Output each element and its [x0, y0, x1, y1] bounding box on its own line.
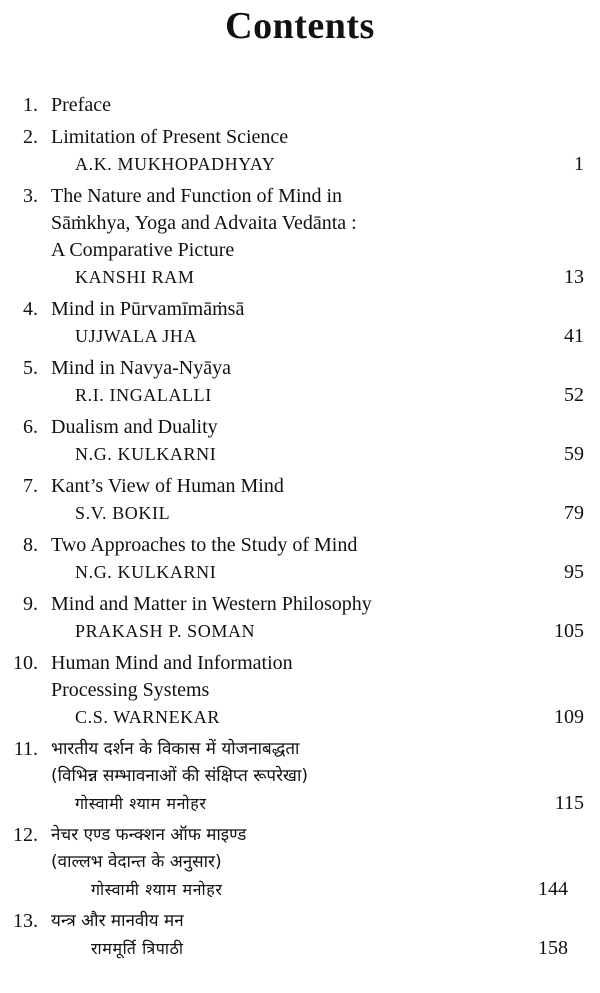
entry-page-number: 41 [564, 325, 584, 347]
toc-entry-2 [0, 124, 600, 178]
toc-entry-5 [0, 355, 600, 409]
entry-page-number: 52 [564, 384, 584, 406]
entry-number: 8. [23, 534, 38, 556]
toc-entry-11 [0, 736, 600, 817]
entry-number: 7. [23, 475, 38, 497]
entry-title: (विभिन्न सम्भावनाओं की संक्षिप्त रूपरेखा) [51, 766, 308, 786]
entry-title: Kant’s View of Human Mind [51, 475, 284, 497]
entry-title: The Nature and Function of Mind in [51, 185, 343, 207]
entry-author: गोस्वामी श्याम मनोहर [75, 794, 207, 813]
entry-title: Mind in Pūrvamīmāṁsā [51, 298, 245, 320]
entry-author: राममूर्ति त्रिपाठी [91, 939, 184, 958]
entry-page-number: 109 [554, 706, 584, 728]
entry-number: 11. [13, 738, 38, 760]
entry-title: Mind and Matter in Western Philosophy [51, 593, 372, 615]
entry-page-number: 105 [554, 620, 584, 642]
entry-title: Human Mind and Information [51, 652, 293, 674]
entry-page-number: 1 [574, 153, 584, 175]
entry-page-number: 59 [564, 443, 584, 465]
entry-title: Limitation of Present Science [51, 126, 289, 148]
page-title: Contents [225, 5, 375, 47]
toc-entry-9 [0, 591, 600, 645]
entry-number: 10. [13, 652, 38, 674]
entry-page-number: 115 [554, 792, 584, 814]
entry-author: गोस्वामी श्याम मनोहर [91, 880, 223, 899]
entry-author: N.G. KULKARNI [75, 562, 217, 582]
entry-number: 12. [13, 824, 38, 846]
entry-page-number: 95 [564, 561, 584, 583]
entry-title: (वाल्लभ वेदान्त के अनुसार) [51, 852, 222, 872]
entry-title: भारतीय दर्शन के विकास में योजनाबद्धता [51, 739, 300, 759]
toc-entry-8 [0, 532, 600, 586]
toc-entry-12 [0, 822, 600, 903]
toc-entry-13 [0, 908, 600, 962]
entry-number: 5. [23, 357, 38, 379]
entry-author: C.S. WARNEKAR [75, 707, 220, 727]
entry-author: R.I. INGALALLI [75, 385, 212, 405]
toc-entry-4 [0, 296, 600, 350]
entry-title: Processing Systems [51, 679, 210, 701]
entry-author: UJJWALA JHA [75, 326, 198, 346]
toc-entry-10 [0, 650, 600, 731]
entry-number: 13. [13, 910, 38, 932]
toc-entry-7 [0, 473, 600, 527]
entry-author: S.V. BOKIL [75, 503, 171, 523]
entry-title: यन्त्र और मानवीय मन [51, 911, 184, 931]
entry-page-number: 13 [564, 266, 584, 288]
entry-author: PRAKASH P. SOMAN [75, 621, 256, 641]
entry-number: 6. [23, 416, 38, 438]
entry-title: Mind in Navya-Nyāya [51, 357, 231, 379]
entry-title: A Comparative Picture [51, 239, 235, 261]
toc-entry-1 [0, 92, 600, 119]
entry-number: 1. [23, 94, 38, 116]
toc-entry-3 [0, 183, 600, 291]
table-of-contents [0, 92, 600, 962]
entry-number: 3. [23, 185, 38, 207]
entry-author: N.G. KULKARNI [75, 444, 217, 464]
entry-title: Sāṁkhya, Yoga and Advaita Vedānta : [51, 212, 357, 234]
entry-number: 9. [23, 593, 38, 615]
entry-title: नेचर एण्ड फन्क्शन ऑफ माइण्ड [51, 825, 247, 845]
toc-entry-6 [0, 414, 600, 468]
entry-page-number: 144 [538, 878, 568, 900]
entry-title: Dualism and Duality [51, 416, 218, 438]
entry-number: 4. [23, 298, 38, 320]
entry-title: Two Approaches to the Study of Mind [51, 534, 358, 556]
entry-number: 2. [23, 126, 38, 148]
entry-title: Preface [51, 94, 111, 116]
entry-page-number: 158 [538, 937, 568, 959]
entry-author: KANSHI RAM [75, 267, 195, 287]
entry-page-number: 79 [564, 502, 584, 524]
entry-author: A.K. MUKHOPADHYAY [75, 154, 276, 174]
